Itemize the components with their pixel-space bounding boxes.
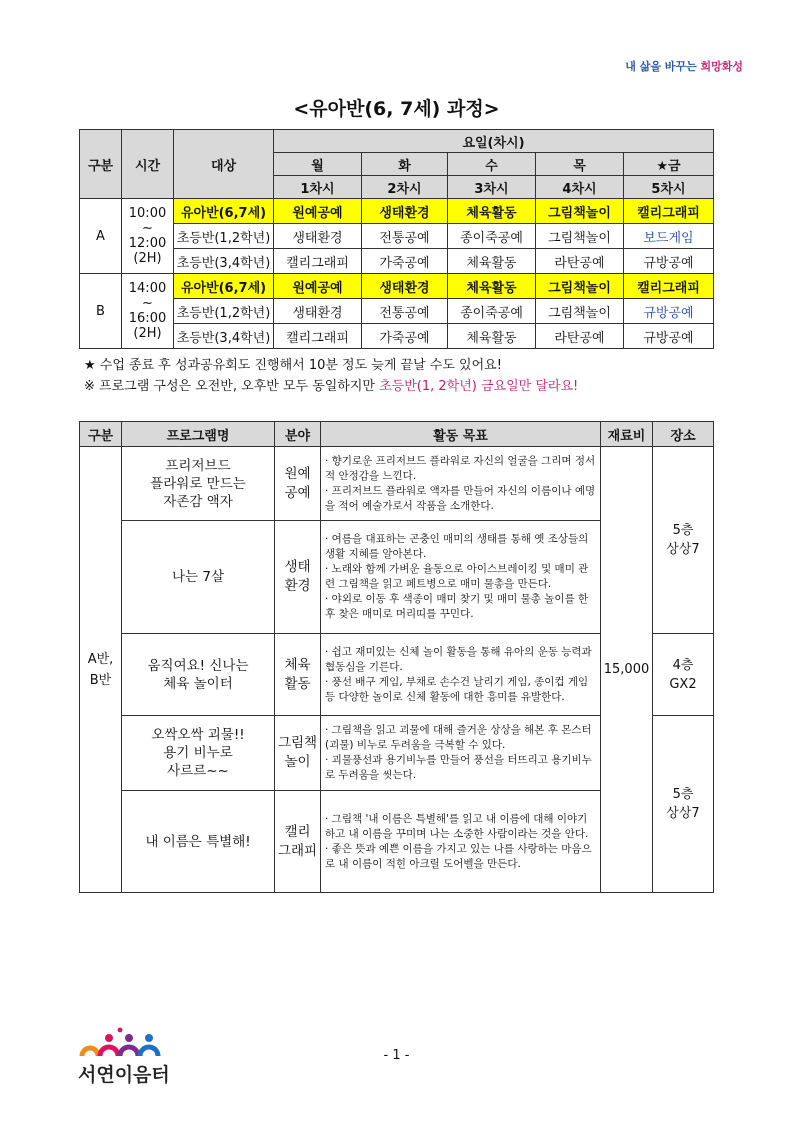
- place-cell: [653, 447, 714, 634]
- class-cell: 종이죽공예: [448, 224, 536, 249]
- goal-bullet: · 풍선 배구 게임, 부채로 손수건 날리기 게임, 종이컵 게임 등 다양한 놀이로 신체 활동에 대한 흥미를 유발한다.: [325, 675, 589, 703]
- note-line-2-text: ※ 프로그램 구성은 오전반, 오후반 모두 동일하지만: [84, 379, 380, 394]
- time-cell: [122, 199, 174, 274]
- group-label-2: B반: [89, 672, 112, 688]
- target-cell: 초등반(3,4학년): [174, 324, 274, 349]
- slogan-text: 내 삶을 바꾸는: [625, 60, 701, 73]
- session-header: 4차시: [536, 176, 624, 199]
- program-name: [122, 634, 275, 716]
- target-cell: 초등반(1,2학년): [174, 299, 274, 324]
- goal-bullet: · 그림책 '내 이름은 특별해'를 읽고 내 이름에 대해 이야기하고 내 이름을 꾸미며 나는 소중한 사람이라는 것을 안다.: [325, 812, 589, 840]
- program-name-line: 체육 놀이터: [163, 675, 233, 692]
- target-cell: 유아반(6,7세): [174, 274, 274, 299]
- field-line: 그래피: [277, 842, 318, 859]
- time-start: 10:00: [128, 206, 167, 221]
- goal-bullet: · 괴물풍선과 용기비누를 만들어 풍선을 터뜨리고 용기비누로 두려움을 씻는다.: [325, 754, 592, 781]
- class-cell: 체육활동: [448, 199, 536, 224]
- field-line: 그림책: [277, 735, 318, 751]
- time-end: 12:00: [128, 236, 167, 251]
- program-field: [275, 791, 321, 893]
- place-line: 상상7: [666, 542, 700, 557]
- target-cell: 유아반(6,7세): [174, 199, 274, 224]
- group-label: B: [80, 274, 122, 349]
- program-name-line: 오싹오싹 괴물!!: [151, 727, 245, 743]
- program-name-line: 프리저브드: [165, 457, 231, 474]
- session-header: 2차시: [362, 176, 448, 199]
- field-line: 활동: [284, 675, 311, 692]
- program-goal: [321, 521, 601, 634]
- target-cell: 초등반(3,4학년): [174, 249, 274, 274]
- time-duration: (2H): [133, 326, 162, 341]
- day-header: 목: [536, 153, 624, 176]
- schedule-table: [79, 129, 714, 349]
- note-line-1: ★ 수업 종료 후 성과공유회도 진행해서 10분 정도 늦게 끝날 수도 있어요!: [84, 358, 502, 373]
- day-header: ★금: [624, 153, 714, 176]
- program-name: [122, 716, 275, 791]
- program-table: [79, 421, 714, 893]
- group-label: A: [80, 199, 122, 274]
- field-line: 놀이: [284, 754, 311, 770]
- class-cell: 종이죽공예: [448, 299, 536, 324]
- header-target: 대상: [174, 130, 274, 199]
- field-line: 환경: [284, 578, 311, 594]
- group-cell: [80, 447, 122, 893]
- session-header: 1차시: [274, 176, 362, 199]
- program-field: [275, 447, 321, 521]
- program-name-line: 사르르~~: [167, 763, 229, 779]
- class-cell: 원예공예: [274, 199, 362, 224]
- slogan-highlight: 희망화성: [700, 60, 743, 73]
- class-cell: 가죽공예: [362, 324, 448, 349]
- class-cell: 생태환경: [362, 274, 448, 299]
- class-cell: 체육활동: [448, 324, 536, 349]
- class-cell: 체육활동: [448, 249, 536, 274]
- program-name-line: 용기 비누로: [163, 745, 233, 761]
- program-name: [122, 447, 275, 521]
- page-title: <유아반(6, 7세) 과정>: [293, 98, 500, 120]
- class-cell: 그림책놀이: [536, 274, 624, 299]
- class-cell: 전통공예: [362, 299, 448, 324]
- class-cell: 캘리그래피: [624, 199, 714, 224]
- class-cell-friday-special: 규방공예: [624, 299, 714, 324]
- goal-bullet: · 프리저브드 플라워로 액자를 만들어 자신의 이름이나 예명을 적어 예술가로서 작품을 소개한다.: [325, 484, 596, 512]
- goal-bullet: · 여름을 대표하는 곤충인 매미의 생태를 통해 옛 조상들의 생활 지혜를 알아본다.: [325, 533, 589, 560]
- session-header: 5차시: [624, 176, 714, 199]
- goal-bullet: · 그림책을 읽고 괴물에 대해 즐거운 상상을 해본 후 몬스터(괴물) 비누로 두려움을 극복할 수 있다.: [325, 724, 592, 751]
- class-cell: 규방공예: [624, 249, 714, 274]
- time-tilde: ~: [142, 221, 153, 236]
- program-field: [275, 716, 321, 791]
- field-line: 캘리: [284, 823, 311, 840]
- program-name-line: 움직여요! 신나는: [147, 657, 249, 674]
- place-line: 5층: [672, 523, 694, 538]
- program-name-line: 내 이름은 특별해!: [145, 833, 251, 850]
- header-goal: 활동 목표: [321, 422, 601, 447]
- header-program-name: 프로그램명: [122, 422, 275, 447]
- program-goal: [321, 634, 601, 716]
- class-cell-friday-special: 보드게임: [624, 224, 714, 249]
- place-line: 5층: [672, 787, 694, 802]
- class-cell: 원예공예: [274, 274, 362, 299]
- page-number: - 1 -: [383, 1048, 410, 1063]
- field-line: 원예: [284, 465, 311, 482]
- class-cell: 그림책놀이: [536, 199, 624, 224]
- notes: [84, 355, 578, 397]
- note-line-2-highlight: 초등반(1, 2학년) 금요일만 달라요!: [379, 379, 579, 394]
- time-cell: [122, 274, 174, 349]
- field-line: 생태: [284, 559, 311, 575]
- logo-text: 서연이음터: [78, 1064, 170, 1086]
- class-cell: 규방공예: [624, 324, 714, 349]
- session-header: 3차시: [448, 176, 536, 199]
- time-start: 14:00: [128, 281, 167, 296]
- program-name-line: 자존감 액자: [163, 493, 233, 510]
- group-label-1: A반,: [87, 651, 114, 667]
- day-header: 화: [362, 153, 448, 176]
- header-gubun: 구분: [80, 130, 122, 199]
- place-cell: [653, 716, 714, 893]
- class-cell: 가죽공예: [362, 249, 448, 274]
- program-field: [275, 521, 321, 634]
- class-cell: 생태환경: [274, 299, 362, 324]
- class-cell: 전통공예: [362, 224, 448, 249]
- goal-bullet: · 향기로운 프리저브드 플라워로 자신의 얼굴을 그리며 정서적 안정감을 느낀다.: [325, 454, 596, 482]
- program-field: [275, 634, 321, 716]
- class-cell: 생태환경: [274, 224, 362, 249]
- program-name-line: 플라워로 만드는: [150, 475, 246, 492]
- header-days: 요일(차시): [274, 130, 714, 153]
- class-cell: 그림책놀이: [536, 299, 624, 324]
- place-line: 4층: [672, 657, 694, 673]
- header-gubun: 구분: [80, 422, 122, 447]
- target-cell: 초등반(1,2학년): [174, 224, 274, 249]
- class-cell: 캘리그래피: [274, 249, 362, 274]
- program-goal: [321, 716, 601, 791]
- slogan: [625, 58, 743, 74]
- place-line: GX2: [669, 676, 697, 692]
- goal-bullet: · 노래와 함께 가벼운 율동으로 아이스브레이킹 및 매미 관련 그림책을 읽고 페트병으로 매미 물총을 만든다.: [325, 563, 589, 590]
- class-cell: 캘리그래피: [274, 324, 362, 349]
- day-header: 월: [274, 153, 362, 176]
- field-line: 체육: [284, 656, 311, 673]
- time-end: 16:00: [128, 311, 167, 326]
- class-cell: 그림책놀이: [536, 224, 624, 249]
- program-name: [122, 521, 275, 634]
- header-field: 분야: [275, 422, 321, 447]
- header-fee: 재료비: [601, 422, 653, 447]
- class-cell: 라탄공예: [536, 249, 624, 274]
- goal-bullet: · 좋은 뜻과 예쁜 이름을 가지고 있는 나를 사랑하는 마음으로 내 이름이 적힌 아크릴 도어벨을 만든다.: [325, 842, 592, 870]
- header-place: 장소: [653, 422, 714, 447]
- program-goal: [321, 447, 601, 521]
- place-cell: [653, 634, 714, 716]
- day-header: 수: [448, 153, 536, 176]
- class-cell: 캘리그래피: [624, 274, 714, 299]
- time-tilde: ~: [142, 296, 153, 311]
- note-line-2: [84, 376, 578, 397]
- goal-bullet: · 쉽고 재미있는 신체 놀이 활동을 통해 유아의 운동 능력과 협동심을 기른다.: [325, 645, 592, 673]
- time-duration: (2H): [133, 251, 162, 266]
- place-line: 상상7: [666, 806, 700, 821]
- goal-bullet: · 야외로 이동 후 색종이 매미 찾기 및 매미 물총 놀이를 한 후 찾은 매미로 머리띠를 꾸민다.: [325, 593, 589, 620]
- field-line: 공예: [284, 484, 311, 501]
- header-time: 시간: [122, 130, 174, 199]
- program-goal: [321, 791, 601, 893]
- fee-cell: 15,000: [601, 447, 653, 893]
- program-name: [122, 791, 275, 893]
- class-cell: 체육활동: [448, 274, 536, 299]
- class-cell: 라탄공예: [536, 324, 624, 349]
- program-name-line: 나는 7살: [171, 569, 224, 585]
- class-cell: 생태환경: [362, 199, 448, 224]
